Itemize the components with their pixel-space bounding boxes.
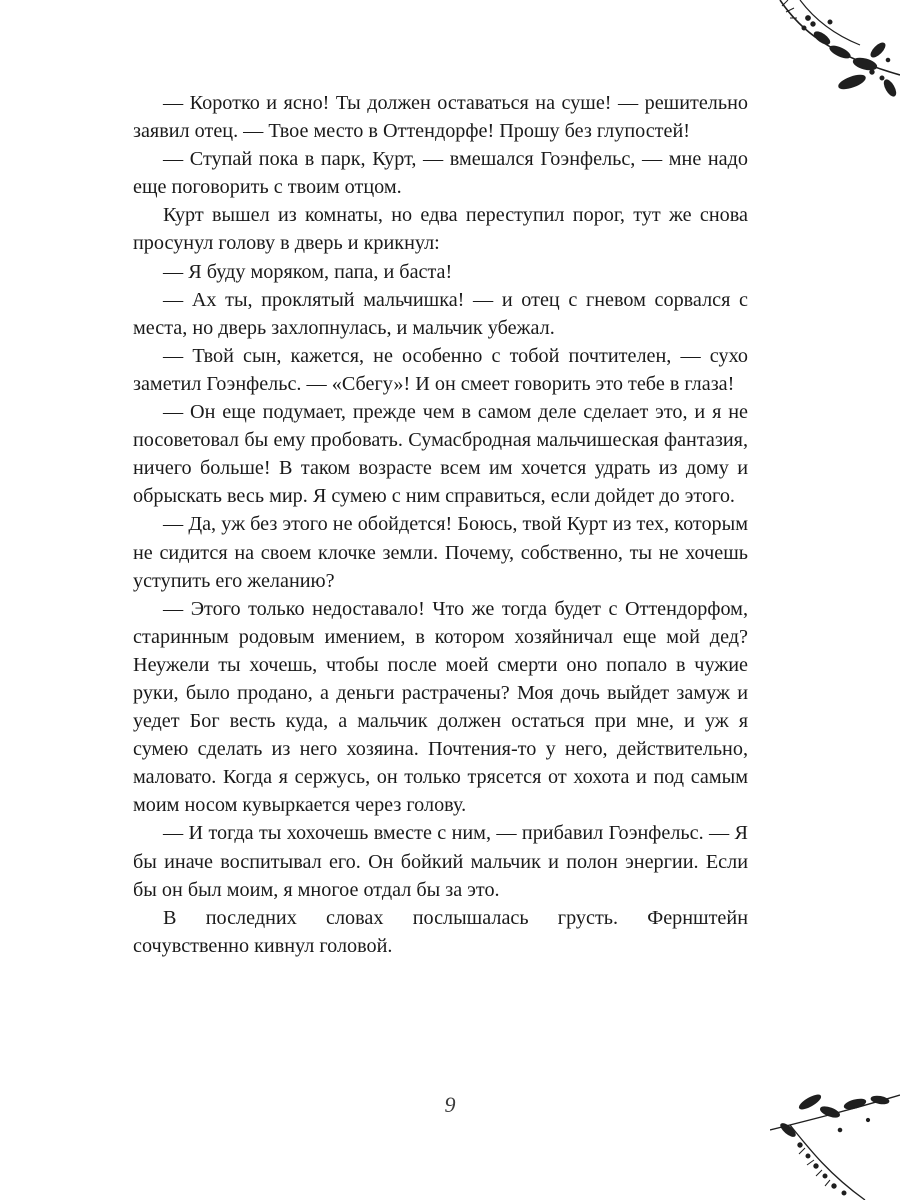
paragraph: — Этого только недоставало! Что же тогда будет с Оттендорфом, старинным родовым имением, в котором хозяйничал еще мой дед? Неужели ты хочешь, чтобы после моей смерти оно попало в чужие руки, было продано, а деньги растрачены? Моя дочь выйдет замуж и уедет Бог весть куда, а мальчик должен остаться при мне, и уж я сумею сделать из него хозяина. Почтения-то у него, действительно, маловато. Когда я сержусь, он только трясется от хохота и под самым моим носом кувыркается через голову. — [133, 597, 748, 817]
paragraph: — Я буду моряком, папа, и баста! — [163, 260, 453, 283]
paragraph: — Твой сын, кажется, не особенно с тобой почтителен, — сухо заметил Гоэнфельс. — «Сбегу»! И он смеет говорить это тебе в глаза! — [133, 344, 748, 395]
paragraph: — Ах ты, проклятый мальчишка! — и отец с гневом сорвался с места, но дверь захлопнулась, и мальчик убежал. — [133, 288, 748, 339]
botanical-sprig-icon — [770, 1090, 900, 1200]
paragraph: — Коротко и ясно! Ты должен оставаться на суше! — решительно заявил отец. — Твое место в Оттендорфе! Прошу без глупостей! — [133, 92, 748, 143]
page-number: 9 — [444, 1092, 456, 1117]
paragraph: — Да, уж без этого не обойдется! Боюсь, твой Курт из тех, которым не сидится на своем клочке земли. Почему, собственно, ты не хочешь уступить его желанию? — [133, 513, 748, 592]
botanical-sprig-icon — [760, 0, 900, 100]
paragraph: — И тогда ты хохочешь вместе с ним, — прибавил Гоэнфельс. — Я бы иначе воспитывал его. Он бойкий мальчик и полон энергии. Если бы он был моим, я многое отдал бы за это. — [133, 822, 748, 901]
body-text — [133, 89, 748, 960]
paragraph: В последних словах послышалась грусть. Фернштейн сочувственно кивнул головой. — [133, 906, 748, 957]
paragraph: — Ступай пока в парк, Курт, — вмешался Гоэнфельс, — мне надо еще поговорить с твоим отцом. — [133, 148, 748, 199]
paragraph: Курт вышел из комнаты, но едва переступил порог, тут же снова просунул голову в дверь и крикнул: — [133, 204, 748, 255]
paragraph: — Он еще подумает, прежде чем в самом деле сделает это, и я не посоветовал бы ему пробовать. Сумасбродная мальчишеская фантазия, ничего больше! В таком возрасте всем им хочется удрать из дому и обрыскать весь мир. Я сумею с ним справиться, если дойдет до этого. — [133, 401, 748, 508]
